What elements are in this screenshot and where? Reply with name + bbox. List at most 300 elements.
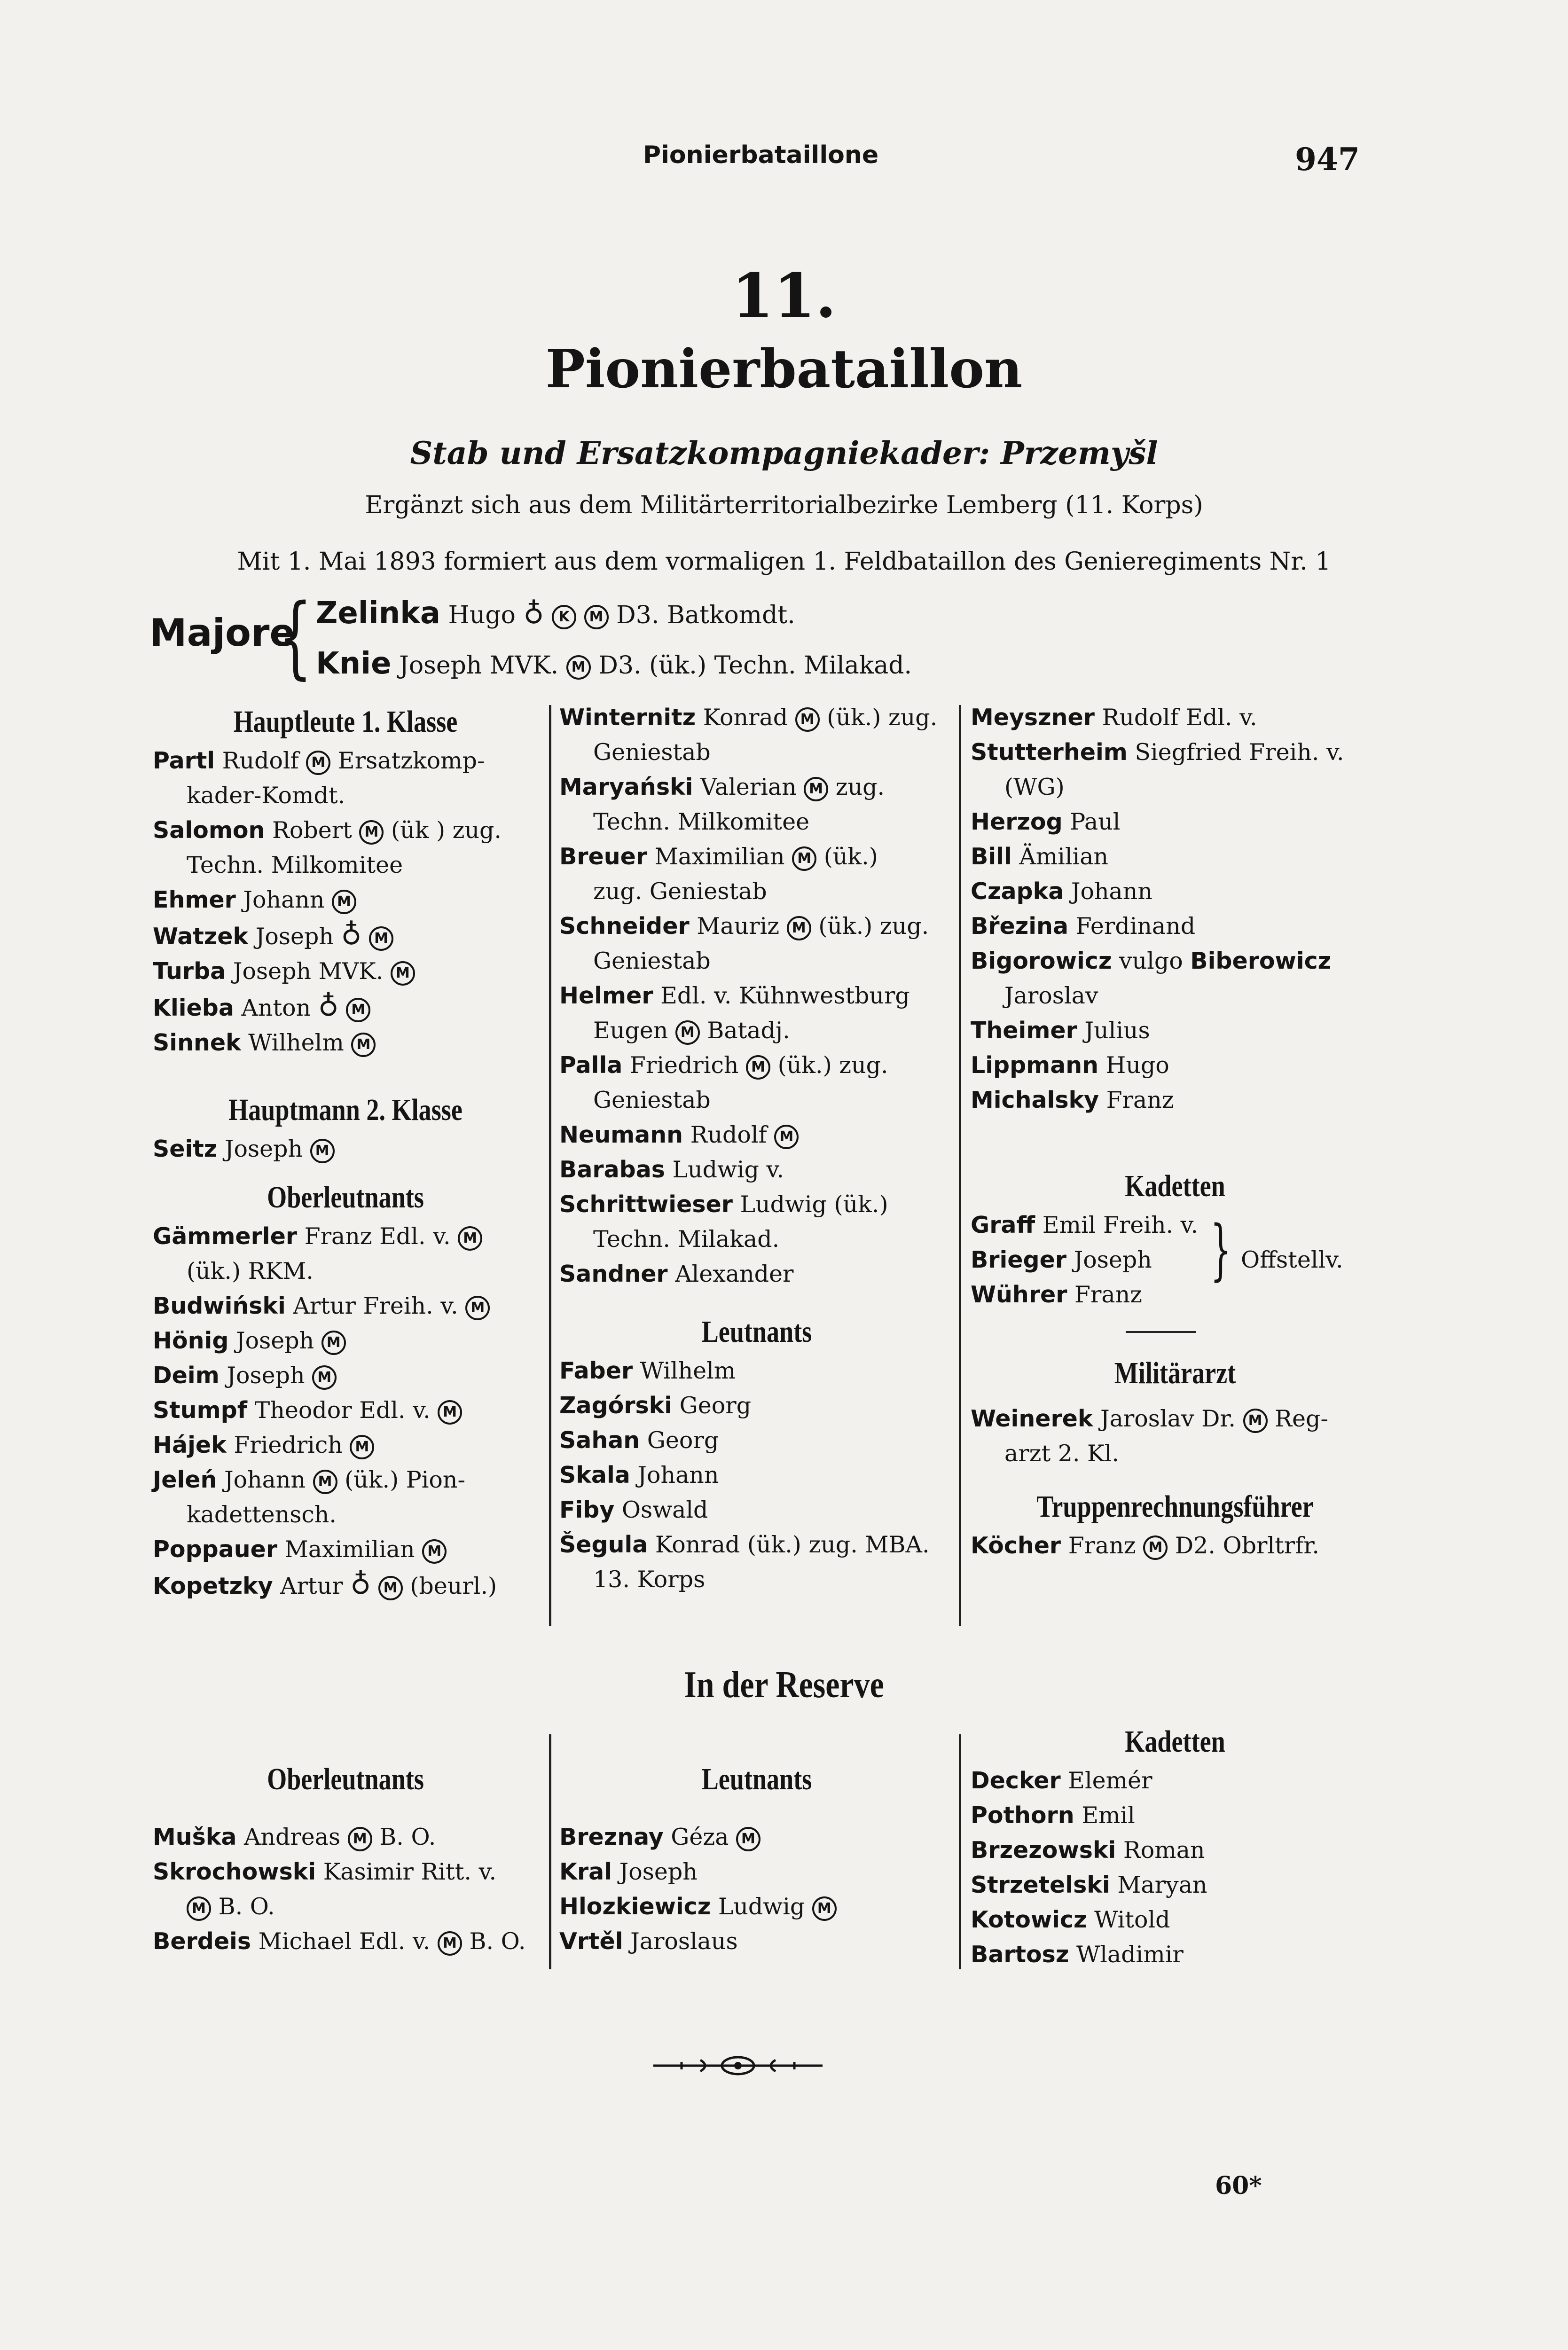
entry-detail: Artur Freih. v. — [293, 1292, 458, 1319]
entry-remark: B. O. — [469, 1928, 526, 1955]
column-rule — [549, 705, 551, 1626]
major-given: Hugo — [448, 601, 516, 629]
entry-continuation: (ük.) RKM. — [187, 1258, 314, 1285]
m-medal-icon: M — [422, 1539, 447, 1564]
entry-surname: Budwiński — [153, 1292, 286, 1319]
major-surname: Zelinka — [316, 596, 440, 631]
list-item — [971, 874, 1380, 909]
entry-detail: Paul — [1070, 808, 1121, 835]
entry-continuation: Geniestab — [593, 739, 711, 766]
page-number: 947 — [1295, 141, 1360, 178]
decoration-icon: ♁ — [350, 1568, 371, 1601]
list-item — [971, 1048, 1380, 1083]
list-item — [559, 1423, 954, 1458]
entry-detail: Joseph — [619, 1858, 698, 1885]
entry-remark: (ük.) zug. — [827, 704, 938, 731]
entry-surname: Barabas — [559, 1156, 665, 1183]
list-item — [559, 1493, 954, 1528]
entry-surname: Hlozkiewicz — [559, 1893, 711, 1920]
list-item — [153, 1324, 538, 1358]
entry-surname: Brzezowski — [971, 1837, 1116, 1864]
majore-label: Majore — [149, 611, 295, 655]
list-item — [971, 1763, 1380, 1798]
list-item — [559, 1118, 954, 1152]
entry-surname: Michalsky — [971, 1087, 1099, 1113]
entry-surname: Schneider — [559, 913, 690, 940]
subtitle: Stab und Ersatzkompagniekader: Przemyšl — [410, 435, 1158, 471]
ornament-icon — [653, 2052, 823, 2080]
m-medal-icon: M — [812, 1896, 837, 1921]
list-item — [559, 1257, 954, 1292]
running-head-title: Pionierbataillone — [643, 141, 879, 169]
entry-detail: Rudolf — [690, 1121, 767, 1148]
entry-detail: Georg — [647, 1427, 719, 1454]
entry-remark: Reg- — [1275, 1405, 1328, 1432]
entry-detail: Ferdinand — [1075, 913, 1196, 940]
entry-surname: Breuer — [559, 843, 648, 870]
entry-detail: Franz — [1068, 1532, 1136, 1559]
brace-icon: } — [1210, 1212, 1231, 1288]
entry-continuation: Techn. Milakad. — [593, 1226, 780, 1253]
entry-detail: Emil — [1082, 1802, 1135, 1829]
list-item — [153, 1497, 538, 1532]
entry-surname: Bartosz — [971, 1941, 1069, 1968]
list-item — [559, 1083, 954, 1118]
m-medal-icon: M — [458, 1226, 482, 1251]
list-item — [153, 813, 538, 848]
list-item — [559, 805, 954, 839]
entry-surname: Theimer — [971, 1017, 1077, 1044]
list-item — [153, 954, 538, 989]
entry-surname: Berdeis — [153, 1928, 251, 1955]
entry-remark: (ük.) zug. — [777, 1052, 888, 1079]
entry-detail: Johann — [1071, 878, 1152, 905]
list-item — [559, 1528, 954, 1562]
entry-surname: Decker — [971, 1767, 1061, 1794]
entry-continuation: Eugen — [593, 1017, 668, 1044]
entry-detail: Ludwig v. — [672, 1156, 784, 1183]
entry-surname: Helmer — [559, 982, 653, 1009]
column-1 — [153, 700, 538, 1604]
entry-surname: Kopetzky — [153, 1573, 273, 1599]
list-item — [153, 1567, 538, 1604]
decoration-icon: ♁ — [318, 990, 339, 1023]
entry-detail: Georg — [679, 1392, 752, 1419]
list-item — [971, 1402, 1380, 1436]
list-item — [559, 1354, 954, 1388]
list-item — [971, 944, 1380, 979]
decoration-icon: ♁ — [523, 597, 544, 630]
list-item — [559, 770, 954, 805]
m-medal-icon: M — [378, 1576, 403, 1600]
m-medal-icon: M — [774, 1125, 799, 1149]
major-rest: D3. Batkomdt. — [616, 601, 795, 629]
entry-remark: (ük ) zug. — [391, 817, 502, 844]
entry-remark: B. O. — [218, 1893, 275, 1920]
m-medal-icon: M — [391, 961, 415, 986]
section-heading: Oberleutnants — [267, 1180, 424, 1214]
entry-remark: (ük.) Pion- — [345, 1466, 466, 1493]
entry-detail: Elemér — [1068, 1767, 1152, 1794]
entry-surname: Meyszner — [971, 704, 1095, 731]
decoration-icon: ♁ — [341, 918, 362, 951]
entry-remark: Ersatzkomp- — [337, 747, 485, 774]
entry-detail: Maximilian — [284, 1536, 415, 1563]
entry-detail: Franz — [1106, 1087, 1174, 1113]
entry-detail: Joseph — [255, 923, 334, 950]
entry-remark: Kühnwestburg — [739, 982, 910, 1009]
list-item — [971, 1436, 1380, 1471]
list-item — [971, 1833, 1380, 1868]
entry-surname: Gämmerler — [153, 1223, 297, 1250]
list-item — [971, 909, 1380, 944]
entry-detail: Konrad — [703, 704, 788, 731]
entry-surname: Sinnek — [153, 1029, 241, 1056]
kadetten-note: Offstellv. — [1241, 1246, 1343, 1273]
entry-surname: Jeleń — [153, 1466, 217, 1493]
entry-surname: Deim — [153, 1362, 220, 1389]
entry-detail: Valerian — [700, 774, 797, 800]
entry-detail: Friedrich — [629, 1052, 739, 1079]
entry-surname: Sahan — [559, 1427, 640, 1454]
entry-remark: B. O. — [379, 1824, 436, 1850]
entry-continuation: Jaroslav — [1004, 982, 1098, 1009]
entry-detail: Ludwig — [740, 1191, 827, 1218]
entry-surname: Stutterheim — [971, 739, 1128, 766]
m-medal-icon: M — [438, 1400, 462, 1425]
list-item — [153, 1254, 538, 1289]
entry-continuation: Geniestab — [593, 948, 711, 974]
list-item — [971, 1083, 1380, 1118]
entry-surname: Watzek — [153, 923, 249, 950]
entry-surname: Palla — [559, 1052, 623, 1079]
entry-surname: Czapka — [971, 878, 1064, 905]
entry-surname: Neumann — [559, 1121, 683, 1148]
entry-detail: Géza — [671, 1824, 729, 1850]
major-given: Joseph MVK. — [399, 651, 559, 680]
entry-surname: Turba — [153, 958, 226, 985]
entry-surname: Hönig — [153, 1327, 229, 1354]
reserve-title: In der Reserve — [684, 1664, 884, 1706]
list-item — [153, 1289, 538, 1324]
section-heading: Hauptmann 2. Klasse — [228, 1093, 463, 1127]
m-medal-icon: M — [306, 751, 330, 775]
entry-surname: Skala — [559, 1462, 630, 1488]
entry-surname: Kral — [559, 1858, 612, 1885]
entry-surname: Faber — [559, 1357, 633, 1384]
entry-detail: Edl. v. — [660, 982, 732, 1009]
m-medal-icon: M — [332, 890, 356, 914]
list-item — [971, 1798, 1380, 1833]
section-heading: Hauptleute 1. Klasse — [233, 705, 458, 739]
entry-surname: Brieger — [971, 1246, 1067, 1273]
column-2 — [559, 700, 954, 1597]
list-item — [153, 1219, 538, 1254]
column-rule — [959, 705, 961, 1626]
m-medal-icon: M — [351, 1033, 376, 1057]
column-rule — [959, 1734, 961, 1969]
entry-detail: Kasimir Ritt. v. — [323, 1858, 497, 1885]
entry-surname: Ehmer — [153, 886, 236, 913]
list-item — [559, 874, 954, 909]
m-medal-icon: M — [312, 1365, 337, 1390]
entry-detail: Mauriz — [697, 913, 780, 940]
list-item — [971, 770, 1380, 805]
list-item — [559, 1388, 954, 1423]
entry-detail: Joseph MVK. — [233, 958, 384, 985]
list-item — [971, 839, 1380, 874]
list-item — [559, 1889, 954, 1924]
m-medal-icon: M — [584, 605, 609, 629]
section-heading: Truppenrechnungsführer — [1036, 1489, 1314, 1524]
entry-detail: Jaroslav Dr. — [1100, 1405, 1236, 1432]
divider — [1126, 1331, 1196, 1333]
list-item — [971, 1528, 1380, 1563]
entry-surname: Graff — [971, 1212, 1035, 1238]
list-item — [153, 1924, 538, 1959]
entry-continuation: Techn. Milkomitee — [187, 852, 403, 878]
entry-surname: Hájek — [153, 1432, 227, 1458]
m-medal-icon: M — [675, 1020, 700, 1045]
list-item — [971, 700, 1380, 735]
entry-detail: Friedrich — [234, 1432, 343, 1458]
m-medal-icon: M — [369, 926, 393, 951]
list-item — [153, 1358, 538, 1393]
entry-surname: Seitz — [153, 1136, 218, 1162]
m-medal-icon: M — [313, 1470, 337, 1494]
list-item — [559, 1562, 954, 1597]
entry-continuation: zug. Geniestab — [593, 878, 767, 905]
entry-surname: Köcher — [971, 1532, 1061, 1559]
section-heading: Militärarzt — [1114, 1356, 1236, 1390]
entry-detail: Michael Edl. v. — [258, 1928, 431, 1955]
entry-detail: Artur — [280, 1573, 343, 1599]
list-item — [559, 1048, 954, 1083]
major-surname: Knie — [316, 646, 392, 681]
list-item — [559, 1013, 954, 1048]
list-item — [153, 1532, 538, 1567]
brace-icon: { — [278, 585, 313, 689]
list-item — [559, 700, 954, 735]
entry-surname: Pothorn — [971, 1802, 1074, 1829]
list-item — [153, 1026, 538, 1060]
m-medal-icon: M — [1143, 1535, 1168, 1560]
entry-detail: Wilhelm — [640, 1357, 736, 1384]
entry-detail: Maryan — [1117, 1872, 1207, 1898]
m-medal-icon: M — [566, 655, 591, 680]
entry-surname: Klieba — [153, 995, 234, 1021]
entry-surname: Šegula — [559, 1531, 648, 1558]
entry-remark: Batadj. — [707, 1017, 790, 1044]
entry-detail: Jaroslaus — [630, 1928, 738, 1955]
list-item — [153, 1463, 538, 1497]
list-item — [559, 944, 954, 979]
list-item — [559, 979, 954, 1013]
kadetten-group — [971, 1208, 1380, 1312]
list-item — [153, 1855, 538, 1889]
entry-remark: (ük.) zug. — [818, 913, 929, 940]
entry-surname: Skrochowski — [153, 1858, 316, 1885]
list-item — [559, 1458, 954, 1493]
entry-detail: Wilhelm — [248, 1029, 344, 1056]
list-item — [559, 1187, 954, 1222]
entry-detail: Johann — [224, 1466, 306, 1493]
list-item — [971, 805, 1380, 839]
battalion-name: Pionierbataillon — [545, 338, 1023, 400]
entry-detail: Wladimir — [1076, 1941, 1184, 1968]
entry-detail: Franz — [1074, 1281, 1142, 1308]
entry-surname: Breznay — [559, 1824, 664, 1850]
entry-continuation: arzt 2. Kl. — [1004, 1440, 1119, 1467]
section-heading: Leutnants — [701, 1762, 812, 1796]
entry-surname: Weinerek — [971, 1405, 1093, 1432]
list-item — [971, 1013, 1380, 1048]
entry-remark: (beurl.) — [410, 1573, 497, 1599]
entry-detail: Alexander — [675, 1261, 794, 1287]
entry-surname: Wührer — [971, 1281, 1067, 1308]
entry-detail: Joseph — [236, 1327, 314, 1354]
list-item — [153, 1889, 538, 1924]
entry-continuation: Techn. Milkomitee — [593, 808, 810, 835]
list-item — [153, 1132, 538, 1167]
entry-surname: Winternitz — [559, 704, 696, 731]
entry-detail: Siegfried Freih. v. — [1135, 739, 1344, 766]
list-item — [559, 1855, 954, 1889]
major-entry — [316, 596, 795, 631]
entry-detail: Johann — [243, 886, 325, 913]
k-medal-icon: K — [552, 605, 576, 629]
column-3 — [971, 700, 1380, 1563]
entry-detail: Ämilian — [1019, 843, 1108, 870]
m-medal-icon: M — [1243, 1409, 1268, 1433]
list-item — [971, 1868, 1380, 1903]
entry-surname: Bill — [971, 843, 1012, 870]
list-item — [153, 1820, 538, 1855]
list-item — [559, 735, 954, 770]
list-item — [971, 979, 1380, 1013]
column-rule — [549, 1734, 551, 1969]
entry-detail: Andreas — [244, 1824, 341, 1850]
m-medal-icon: M — [465, 1296, 490, 1320]
m-medal-icon: M — [438, 1931, 462, 1956]
m-medal-icon: M — [787, 916, 811, 940]
m-medal-icon: M — [359, 820, 384, 845]
list-item — [559, 909, 954, 944]
entry-remark: zug. — [835, 774, 885, 800]
battalion-number: 11. — [731, 261, 837, 331]
list-item — [971, 1937, 1380, 1972]
formation-line: Mit 1. Mai 1893 formiert aus dem vormaligen 1. Feldbataillon des Genieregiments Nr. 1 — [237, 548, 1331, 576]
m-medal-icon: M — [792, 846, 816, 871]
entry-detail: Joseph — [224, 1136, 303, 1162]
section-heading: Oberleutnants — [267, 1762, 424, 1796]
entry-detail: Emil Freih. v. — [1042, 1212, 1199, 1238]
list-item — [153, 883, 538, 917]
entry-remark: (ük.) — [823, 843, 878, 870]
entry-detail: Rudolf — [222, 747, 299, 774]
major-rest: D3. (ük.) Techn. Milakad. — [598, 651, 912, 680]
entry-detail: Joseph — [1074, 1246, 1152, 1273]
entry-continuation: kadettensch. — [187, 1501, 337, 1528]
entry-detail: Rudolf Edl. v. — [1102, 704, 1257, 731]
recruitment-line: Ergänzt sich aus dem Militärterritorialbezirke Lemberg (11. Korps) — [365, 491, 1203, 519]
m-medal-icon: M — [346, 998, 370, 1022]
entry-continuation: (WG) — [1004, 774, 1065, 800]
entry-detail: Theodor Edl. v. — [254, 1397, 431, 1424]
list-item — [559, 1924, 954, 1959]
list-item — [971, 1277, 1380, 1312]
entry-surname: Březina — [971, 913, 1069, 940]
list-item — [153, 989, 538, 1026]
section-heading: Kadetten — [1125, 1724, 1225, 1759]
entry-surname: Kotowicz — [971, 1906, 1087, 1933]
m-medal-icon: M — [350, 1435, 374, 1459]
entry-surname: Lippmann — [971, 1052, 1099, 1079]
list-item — [559, 839, 954, 874]
m-medal-icon: M — [746, 1055, 770, 1080]
major-entry — [316, 646, 912, 681]
list-item — [559, 1820, 954, 1855]
reserve-column-3 — [971, 1720, 1380, 1972]
entry-detail: vulgo — [1119, 948, 1183, 974]
list-item — [153, 778, 538, 813]
list-item — [971, 735, 1380, 770]
entry-detail: Johann — [637, 1462, 719, 1488]
list-item — [153, 744, 538, 778]
entry-remark: D2. Obrltrfr. — [1175, 1532, 1319, 1559]
list-item — [559, 1222, 954, 1257]
entry-detail: Joseph — [227, 1362, 305, 1389]
entry-continuation: Geniestab — [593, 1087, 711, 1113]
entry-detail: Hugo — [1105, 1052, 1169, 1079]
entry-surname: Salomon — [153, 817, 265, 844]
entry-continuation: 13. Korps — [593, 1566, 706, 1593]
m-medal-icon: M — [804, 777, 828, 801]
entry-detail: Ludwig — [718, 1893, 805, 1920]
section-heading: Leutnants — [701, 1315, 812, 1349]
entry-surname: Vrtěl — [559, 1928, 623, 1955]
entry-surname: Partl — [153, 747, 215, 774]
entry-surname: Herzog — [971, 808, 1063, 835]
entry-detail: Anton — [241, 995, 311, 1021]
m-medal-icon: M — [321, 1331, 346, 1355]
entry-surname: Stumpf — [153, 1397, 248, 1424]
m-medal-icon: M — [187, 1896, 211, 1921]
section-heading: Kadetten — [1125, 1169, 1225, 1203]
list-item — [153, 848, 538, 883]
entry-surname: Fiby — [559, 1496, 615, 1523]
entry-detail: Maximilian — [654, 843, 785, 870]
entry-detail: Witold — [1094, 1906, 1170, 1933]
entry-surname: Sandner — [559, 1261, 668, 1287]
entry-continuation: kader-Komdt. — [187, 782, 345, 809]
entry-detail: Konrad (ük.) zug. MBA. — [655, 1531, 930, 1558]
entry-detail: Julius — [1084, 1017, 1150, 1044]
entry-surname: Muška — [153, 1824, 237, 1850]
entry-remark: (ük.) — [834, 1191, 888, 1218]
entry-detail: Franz Edl. v. — [304, 1223, 451, 1250]
list-item — [971, 1903, 1380, 1937]
entry-surname: Zagórski — [559, 1392, 673, 1419]
list-item — [971, 1208, 1380, 1243]
reserve-column-1 — [153, 1758, 538, 1959]
entry-detail: Roman — [1123, 1837, 1205, 1864]
list-item — [153, 1428, 538, 1463]
signature-mark: 60* — [1215, 2171, 1262, 2200]
entry-surname: Bigorowicz — [971, 948, 1112, 974]
list-item — [559, 1152, 954, 1187]
entry-surname: Schrittwieser — [559, 1191, 733, 1218]
